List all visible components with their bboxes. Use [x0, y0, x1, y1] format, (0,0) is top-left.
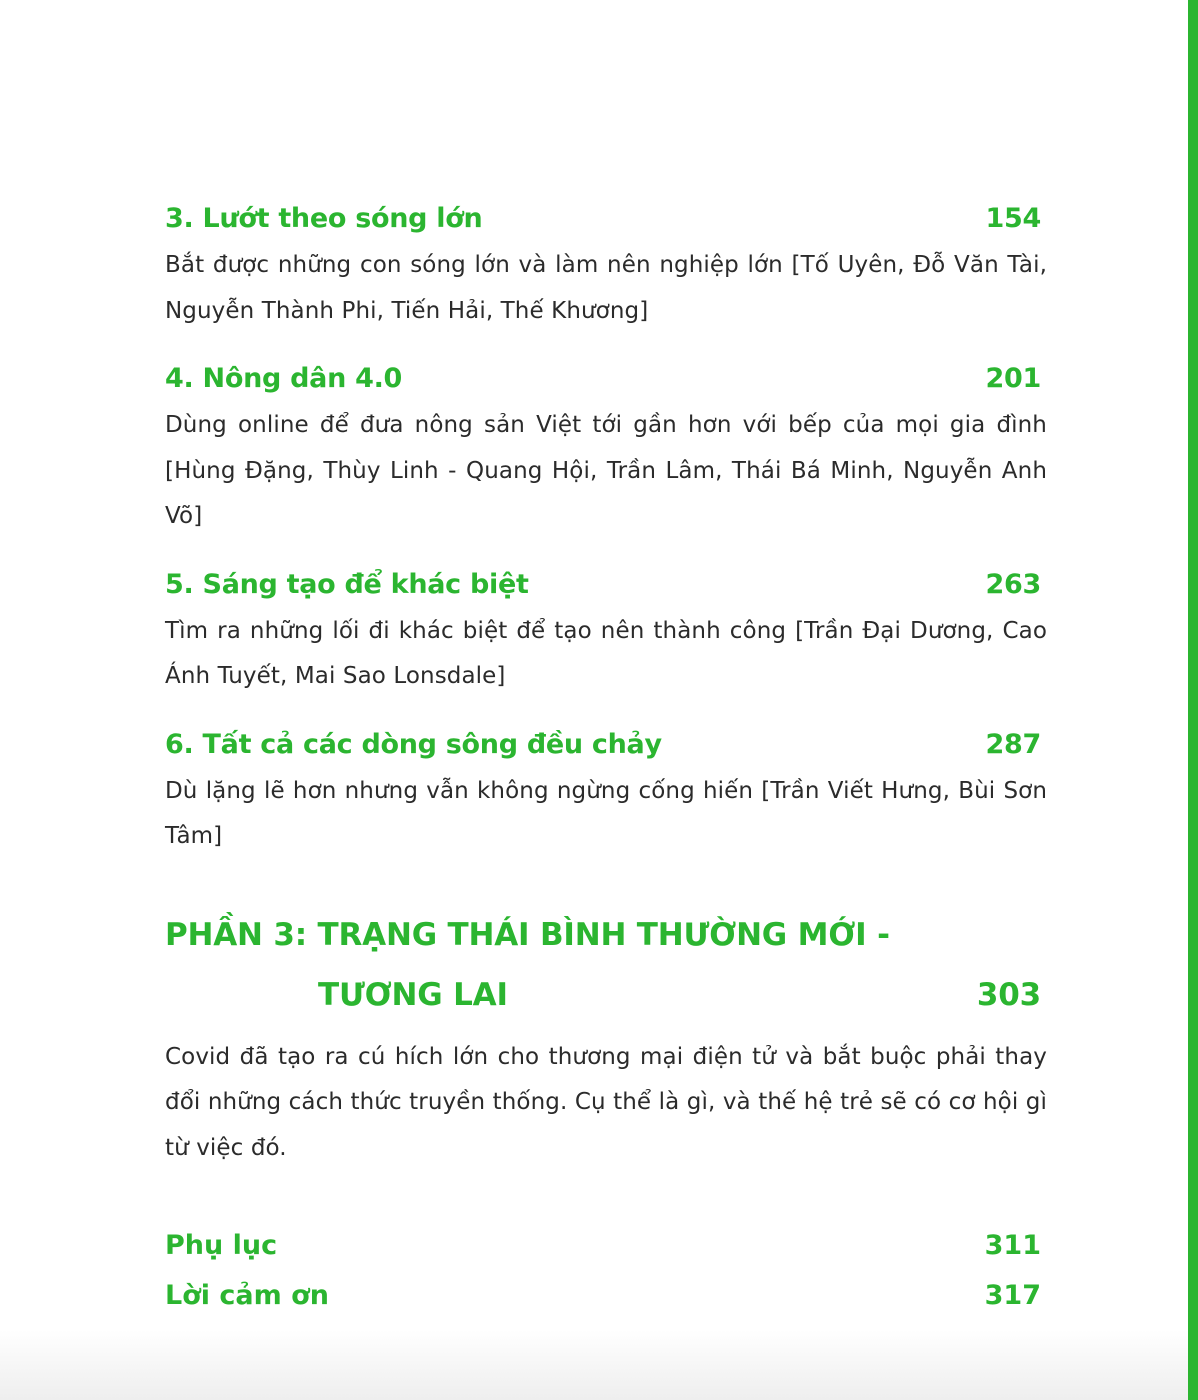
toc-entry-page-number: 263	[985, 568, 1041, 600]
part-title-line-2-row	[165, 965, 1047, 1025]
toc-acknowledgements-row[interactable]	[165, 1271, 1047, 1321]
toc-entry-6[interactable]	[165, 721, 1047, 860]
table-of-contents	[165, 195, 1047, 1321]
toc-entry-heading	[165, 561, 1047, 609]
toc-entry-title: 5. Sáng tạo để khác biệt	[165, 568, 529, 600]
toc-appendix-row[interactable]	[165, 1221, 1047, 1271]
toc-entry-page-number: 154	[985, 203, 1041, 234]
toc-entry-title: 3. Lướt theo sóng lớn	[165, 203, 483, 234]
part-heading	[165, 905, 1047, 1025]
toc-entry-description: Dù lặng lẽ hơn nhưng vẫn không ngừng cống hiến [Trần Viết Hưng, Bùi Sơn Tâm]	[165, 777, 1047, 849]
toc-entry-heading	[165, 195, 1047, 243]
toc-entry-3[interactable]	[165, 195, 1047, 334]
toc-entry-title: 6. Tất cả các dòng sông đều chảy	[165, 728, 662, 760]
toc-entry-4[interactable]	[165, 355, 1047, 540]
toc-entry-5[interactable]	[165, 561, 1047, 700]
toc-entry-title: 4. Nông dân 4.0	[165, 363, 403, 394]
toc-entry-description: Tìm ra những lối đi khác biệt để tạo nên thành công [Trần Đại Dương, Cao Ánh Tuyết, Mai Sao Lonsdale]	[165, 617, 1047, 689]
part-page-number: 303	[976, 976, 1041, 1013]
right-edge-accent-bar	[1188, 0, 1198, 1400]
appendix-page-number: 311	[984, 1230, 1041, 1261]
part-title-line-1: PHẦN 3: TRẠNG THÁI BÌNH THƯỜNG MỚI -	[165, 916, 890, 953]
appendix-title: Phụ lục	[165, 1230, 278, 1261]
part-description: Covid đã tạo ra cú hích lớn cho thương mại điện tử và bắt buộc phải thay đổi những cách thức truyền thống. Cụ thể là gì, và thế hệ trẻ sẽ có cơ hội gì từ việc đó.	[165, 1043, 1047, 1161]
acknowledgements-title: Lời cảm ơn	[165, 1280, 329, 1311]
toc-entry-page-number: 201	[985, 363, 1041, 394]
toc-entry-heading	[165, 355, 1047, 403]
toc-part-3[interactable]	[165, 905, 1047, 1172]
toc-entry-description: Bắt được những con sóng lớn và làm nên nghiệp lớn [Tố Uyên, Đỗ Văn Tài, Nguyễn Thành Phi, Tiến Hải, Thế Khương]	[165, 252, 1047, 324]
toc-entry-page-number: 287	[985, 728, 1041, 760]
toc-back-matter	[165, 1221, 1047, 1321]
page-bottom-shadow	[0, 1330, 1188, 1400]
toc-entry-description: Dùng online để đưa nông sản Việt tới gần hơn với bếp của mọi gia đình [Hùng Đặng, Thùy Linh - Quang Hội, Trần Lâm, Thái Bá Minh, Nguyễn Anh Võ]	[165, 412, 1047, 529]
acknowledgements-page-number: 317	[984, 1280, 1041, 1311]
toc-entry-heading	[165, 721, 1047, 769]
part-title-line-2: TƯƠNG LAI	[318, 976, 508, 1013]
